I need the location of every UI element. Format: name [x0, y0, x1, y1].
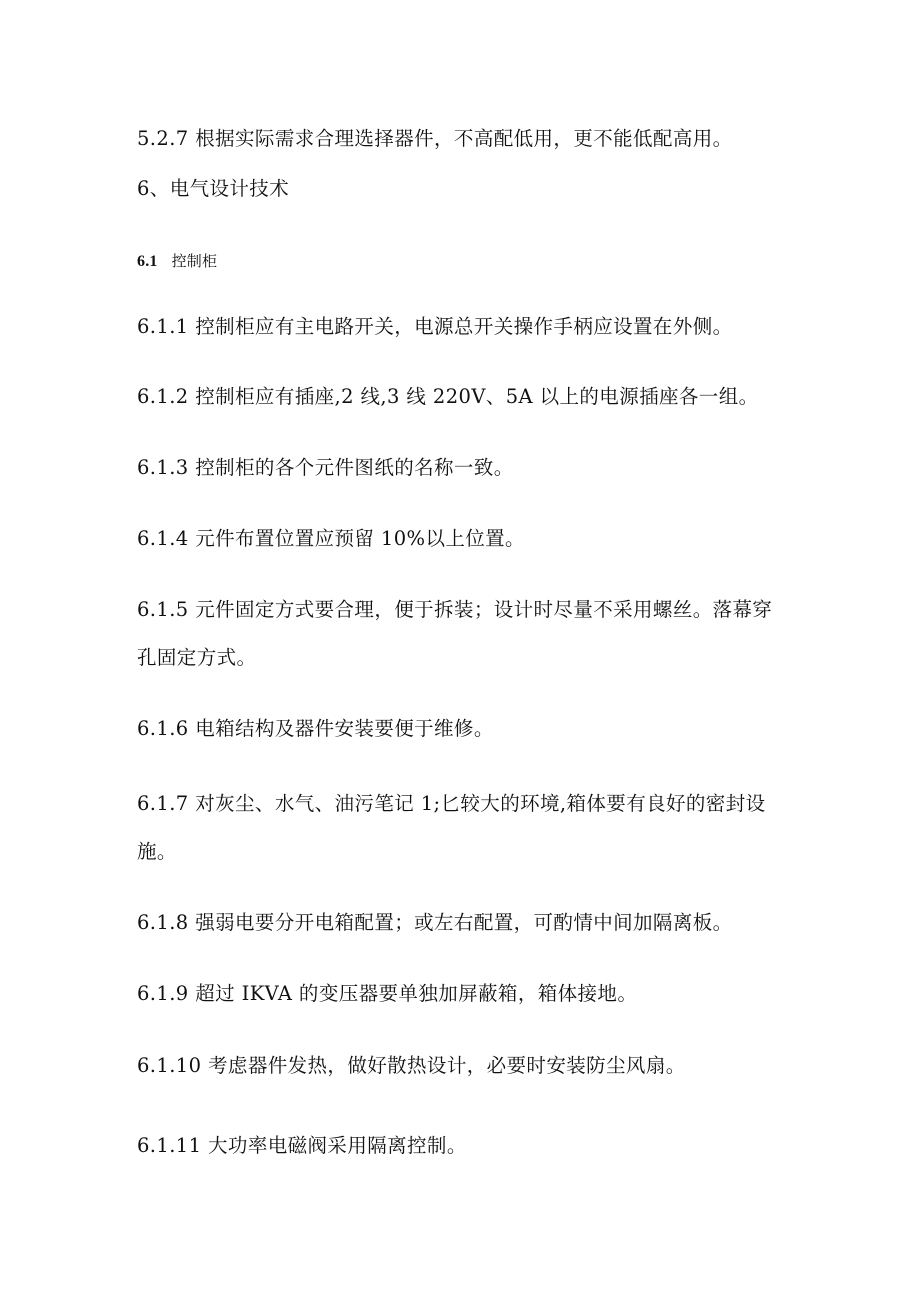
clause-6-1-3: 6.1.3 控制柜的各个元件图纸的名称一致。	[137, 456, 514, 479]
clause-6-1-4: 6.1.4 元件布置位置应预留 10%以上位置。	[137, 527, 525, 550]
chapter-6-title: 6、电气设计技术	[137, 177, 290, 200]
section-number: 6.1	[137, 253, 158, 270]
clause-6-1-5-continued: 孔固定方式。	[137, 646, 257, 669]
section-6-1-heading	[137, 249, 797, 274]
clause-5-2-7: 5.2.7 根据实际需求合理选择器件，不高配低用，更不能低配高用。	[137, 127, 733, 150]
section-title: 控制柜	[171, 252, 218, 270]
clause-6-1-5: 6.1.5 元件固定方式要合理，便于拆装；设计时尽量不采用螺丝。落幕穿	[137, 598, 773, 621]
clause-6-1-1: 6.1.1 控制柜应有主电路开关，电源总开关操作手柄应设置在外侧。	[137, 315, 733, 338]
clause-6-1-9: 6.1.9 超过 IKVA 的变压器要单独加屏蔽箱，箱体接地。	[137, 982, 638, 1005]
clause-6-1-7-continued: 施。	[137, 840, 177, 863]
clause-6-1-10: 6.1.10 考虑器件发热，做好散热设计，必要时安装防尘风扇。	[137, 1054, 686, 1077]
clause-6-1-7: 6.1.7 对灰尘、水气、油污笔记 1;匕较大的环境,箱体要有良好的密封设	[137, 792, 766, 815]
clause-6-1-11: 6.1.11 大功率电磁阀采用隔离控制。	[137, 1134, 467, 1157]
clause-6-1-8: 6.1.8 强弱电要分开电箱配置；或左右配置，可酌情中间加隔离板。	[137, 911, 733, 934]
clause-6-1-6: 6.1.6 电箱结构及器件安装要便于维修。	[137, 717, 494, 740]
clause-6-1-2: 6.1.2 控制柜应有插座,2 线,3 线 220V、5A 以上的电源插座各一组。	[137, 385, 759, 408]
